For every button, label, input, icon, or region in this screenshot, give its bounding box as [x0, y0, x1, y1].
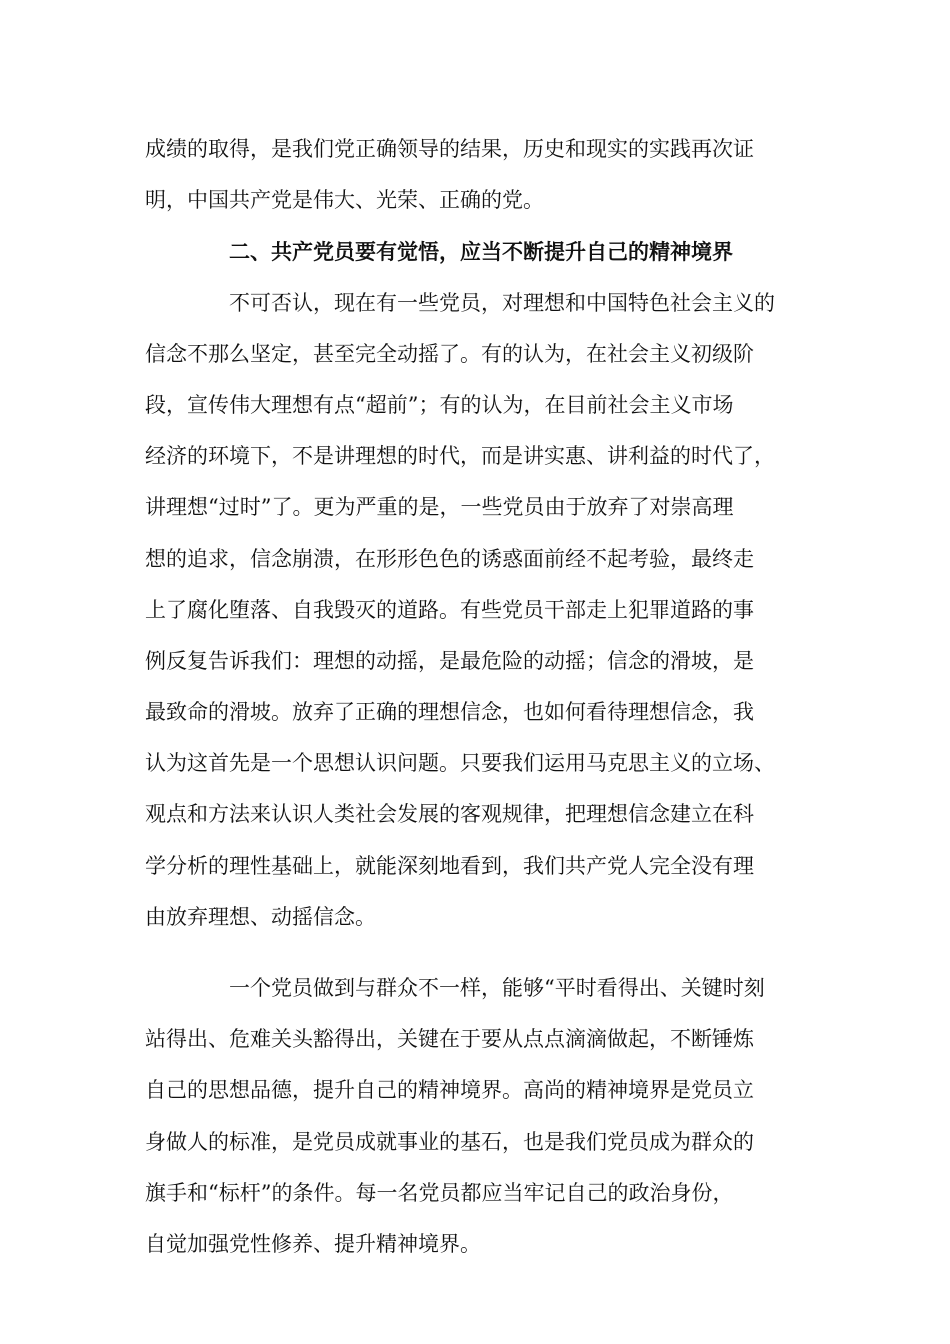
paragraph-line: 站得出、危难关头豁得出，关键在于要从点点滴滴做起，不断锤炼: [145, 1027, 754, 1052]
paragraph-line: 段，宣传伟大理想有点“超前”；有的认为，在目前社会主义市场: [145, 392, 734, 417]
section-heading: 二、共产党员要有觉悟，应当不断提升自己的精神境界: [229, 239, 733, 265]
paragraph-spacer: [145, 943, 809, 963]
paragraph-line: 成绩的取得，是我们党正确领导的结果，历史和现实的实践再次证: [145, 137, 754, 161]
paragraph-line: 例反复告诉我们：理想的动摇，是最危险的动摇；信念的滑坡，是: [145, 648, 754, 673]
paragraph-line: 由放弃理想、动摇信念。: [145, 904, 376, 929]
paragraph-line: 认为这首先是一个思想认识问题。只要我们运用马克思主义的立场、: [145, 751, 775, 776]
paragraph-line: 信念不那么坚定，甚至完全动摇了。有的认为，在社会主义初级阶: [145, 341, 754, 366]
document-body: [145, 124, 809, 1270]
paragraph-line: 自己的思想品德，提升自己的精神境界。高尚的精神境界是党员立: [145, 1078, 754, 1103]
paragraph-line: 讲理想“过时”了。更为严重的是，一些党员由于放弃了对崇高理: [145, 495, 734, 520]
paragraph-line: 观点和方法来认识人类社会发展的客观规律，把理想信念建立在科: [145, 802, 754, 827]
paragraph-line: 不可否认，现在有一些党员，对理想和中国特色社会主义的: [229, 290, 775, 315]
paragraph-line: 最致命的滑坡。放弃了正确的理想信念，也如何看待理想信念，我: [145, 700, 754, 725]
paragraph-line: 自觉加强党性修养、提升精神境界。: [145, 1231, 481, 1256]
paragraph-line: 明，中国共产党是伟大、光荣、正确的党。: [145, 188, 544, 213]
paragraph-line: 上了腐化堕落、自我毁灭的道路。有些党员干部走上犯罪道路的事: [145, 597, 754, 622]
paragraph-line: 一个党员做到与群众不一样，能够“平时看得出、关键时刻: [229, 976, 765, 1000]
paragraph-line: 经济的环境下，不是讲理想的时代，而是讲实惠、讲利益的时代了，: [145, 444, 775, 469]
paragraph-line: 学分析的理性基础上，就能深刻地看到，我们共产党人完全没有理: [145, 853, 754, 878]
paragraph-line: 旗手和“标杆”的条件。每一名党员都应当牢记自己的政治身份，: [145, 1180, 734, 1205]
paragraph-line: 身做人的标准，是党员成就事业的基石，也是我们党员成为群众的: [145, 1129, 754, 1154]
paragraph-line: 想的追求，信念崩溃，在形形色色的诱惑面前经不起考验，最终走: [145, 546, 754, 571]
